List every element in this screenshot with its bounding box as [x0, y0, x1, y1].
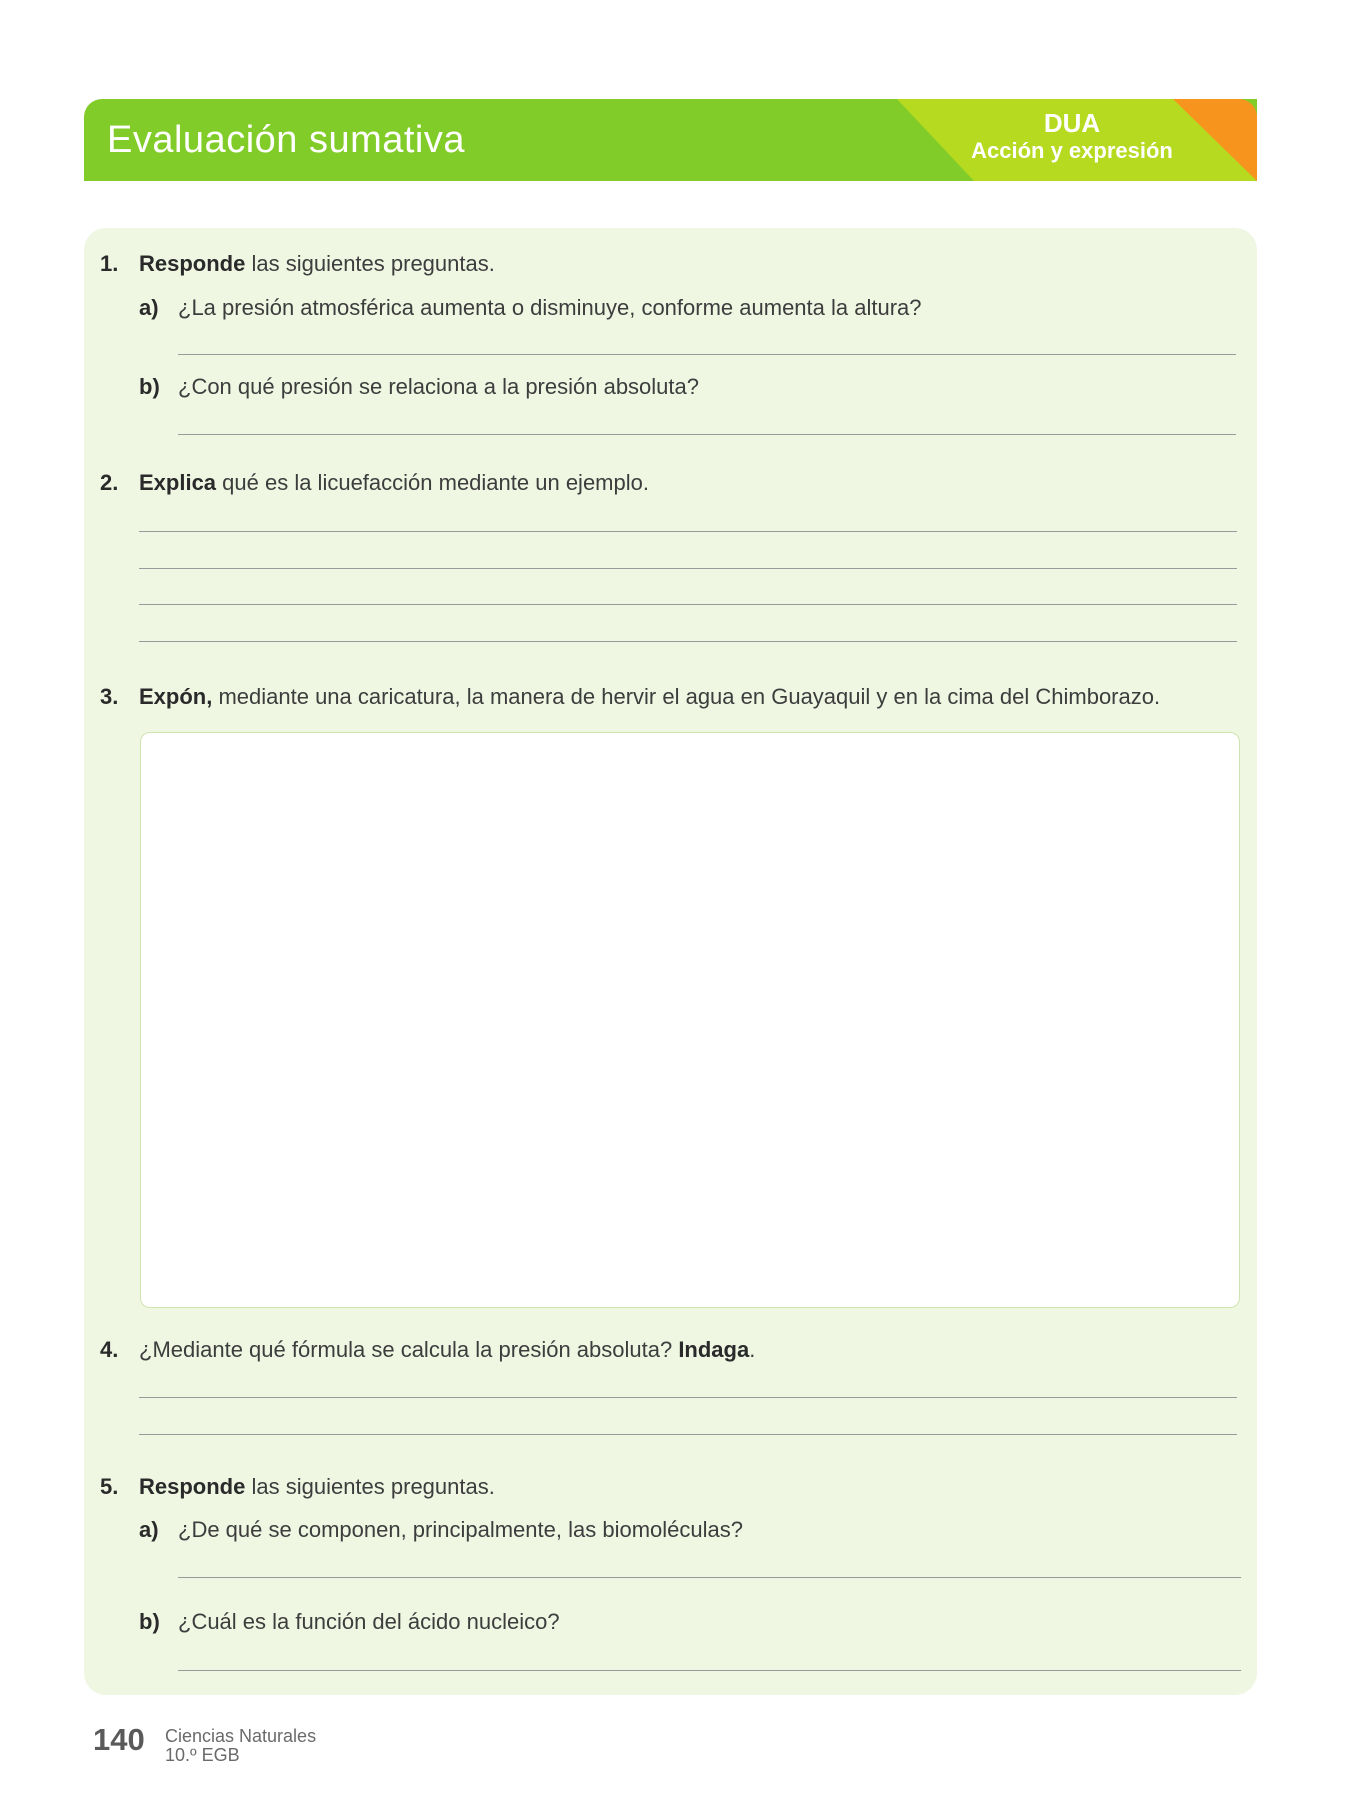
answer-line-1b[interactable]	[178, 434, 1236, 435]
footer-subject	[165, 1727, 316, 1765]
question-text: las siguientes preguntas.	[245, 251, 495, 276]
dua-title: DUA	[1043, 108, 1101, 138]
question-text: qué es la licuefacción mediante un ejemplo.	[216, 470, 649, 495]
question-verb: Explica	[139, 470, 217, 495]
subquestion-label: b)	[139, 374, 160, 399]
question-number: 2.	[100, 470, 119, 495]
section-header	[84, 99, 1257, 181]
answer-line-4-1[interactable]	[139, 1397, 1237, 1398]
question-verb: Indaga	[678, 1337, 750, 1362]
question-verb: Expón,	[139, 684, 213, 709]
answer-line-2-4[interactable]	[139, 641, 1237, 642]
answer-line-1a[interactable]	[178, 354, 1236, 355]
subquestion-text: ¿Cuál es la función del ácido nucleico?	[178, 1609, 560, 1634]
answer-line-2-3[interactable]	[139, 604, 1237, 605]
question-verb: Responde	[139, 251, 246, 276]
subquestion-text: ¿Con qué presión se relaciona a la presión absoluta?	[178, 374, 699, 399]
answer-line-2-1[interactable]	[139, 531, 1237, 532]
drawing-area[interactable]	[140, 732, 1240, 1308]
question-text: las siguientes preguntas.	[245, 1474, 495, 1499]
question-number: 4.	[100, 1337, 119, 1362]
subquestion-text: ¿La presión atmosférica aumenta o disminuye, conforme aumenta la altura?	[178, 295, 922, 320]
section-title: Evaluación sumativa	[107, 119, 466, 161]
page-number: 140	[93, 1722, 145, 1757]
subquestion-label: a)	[139, 1517, 159, 1542]
question-number: 1.	[100, 251, 119, 276]
dua-subtitle: Acción y expresión	[971, 138, 1173, 163]
answer-line-5a[interactable]	[178, 1577, 1241, 1578]
question-verb: Responde	[139, 1474, 246, 1499]
question-number: 5.	[100, 1474, 119, 1499]
answer-line-4-2[interactable]	[139, 1434, 1237, 1435]
question-text: mediante una caricatura, la manera de hervir el agua en Guayaquil y en la cima del Chimborazo.	[212, 684, 1161, 709]
dua-label	[957, 110, 1187, 162]
subject-name: Ciencias Naturales	[165, 1726, 317, 1746]
subquestion-label: a)	[139, 295, 159, 320]
question-end: .	[749, 1337, 756, 1362]
subquestion-label: b)	[139, 1609, 160, 1634]
grade-level: 10.º EGB	[165, 1745, 240, 1765]
answer-line-5b[interactable]	[178, 1670, 1241, 1671]
question-number: 3.	[100, 684, 119, 709]
answer-line-2-2[interactable]	[139, 568, 1237, 569]
subquestion-text: ¿De qué se componen, principalmente, las biomoléculas?	[178, 1517, 743, 1542]
question-text: ¿Mediante qué fórmula se calcula la presión absoluta?	[139, 1337, 679, 1362]
